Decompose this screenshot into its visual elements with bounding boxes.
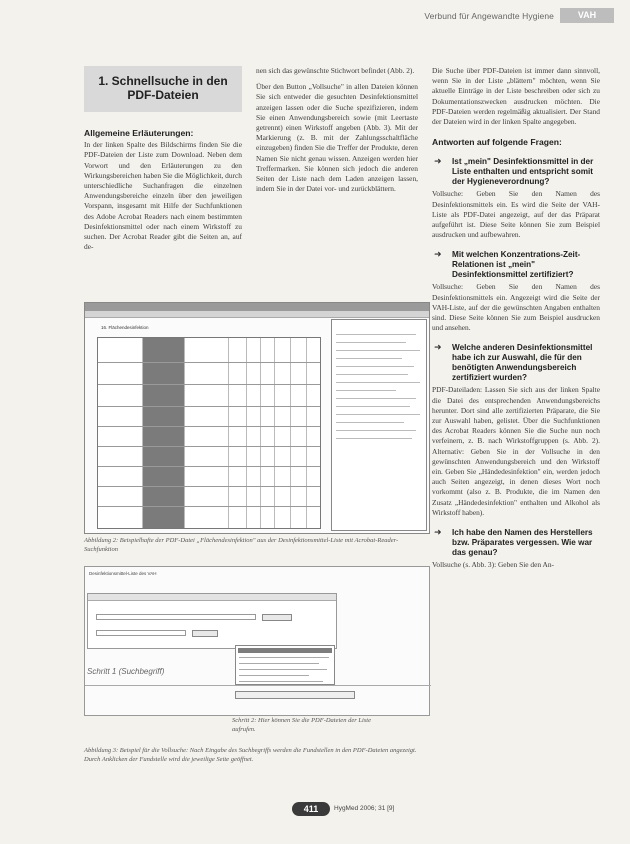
question-item bbox=[432, 528, 600, 558]
page-number: 411 bbox=[292, 802, 330, 816]
figure-3-caption: Abbildung 3: Beispiel für die Vollsuche: Nach Eingabe des Suchbegriffs werden die Fundstellen in den PDF-Dateien angezeigt. Durch Anklicken der Fundstelle wird die jeweilige Seite geöffnet. bbox=[84, 747, 417, 763]
col2-paragraph: Über den Button „Vollsuche" in allen Dateien können Sie sich entweder die gesuchten Desinfektionsmittel anzeigen lassen oder die Suche spezifizieren, indem Sie einen Anwendungsbereich sowie (mit Leertaste getrennt) einen Wirkstoff angeben (Abb. 3). Mit der Markierung (z. B. mit der Zahlungsschaltfläche einzugeben) finden Sie die Treffer der Produkte, deren Namen Sie nicht genau wissen. Anzeigen werden hier Treffermarken. Sie können sich jedoch die anderen Seiten der Liste nach dem Laden anzeigen lassen, indem Sie in der Datei vor- und zurückblättern. bbox=[256, 82, 418, 194]
question-text: Ist „mein" Desinfektionsmittel in der Liste enthalten und entspricht somit der Hygieneverordnung? bbox=[452, 157, 594, 187]
col3-intro: Die Suche über PDF-Dateien ist immer dann sinnvoll, wenn Sie in der Liste „blättern" möchten, wenn Sie aktuelle Einträge in der Liste beschreiben oder sich zu Dokumentationszwecken ausdrucken möchten. Die PDF-Dateien werden regelmäßig aktualisiert. Der Stand der Dateien wird in der linken Spalte angegeben. bbox=[432, 66, 600, 127]
selected-result bbox=[238, 648, 332, 653]
figure-2-caption: Abbildung 2: Beispielhafte der PDF-Datei „Flächendesinfektion" aus der Desinfektionsmittel-Liste mit Acrobat-Reader-Suchfunktion bbox=[84, 537, 399, 553]
answer-text: Vollsuche: Geben Sie den Namen des Desinfektionsmittels ein. Angezeigt wird die Seite der VAH-Liste, auf der die gewünschten Angaben enthalten sind. Diese Seite können Sie zum Beispiel ausdrucken und ansehen. bbox=[432, 282, 600, 333]
question-text: Welche anderen Desinfektionsmittel habe ich zur Auswahl, die für den benötigten Anwendungsbereich zertifiziert wurden? bbox=[452, 343, 593, 383]
arrow-right-icon: ➜ bbox=[434, 343, 442, 354]
question-text: Ich habe den Namen des Herstellers bzw. Präparates vergessen. Wie war das genau? bbox=[452, 528, 593, 558]
figure-step2-caption: Schritt 2: Hier können Sie die PDF-Dateien der Liste aufrufen. bbox=[232, 717, 371, 733]
journal-citation: HygMed 2006; 31 [9] bbox=[334, 805, 395, 812]
column-3 bbox=[432, 66, 600, 570]
figure-table-title: 16. Flächendesinfektion bbox=[101, 325, 149, 330]
search-results-panel bbox=[331, 319, 427, 531]
arrow-right-icon: ➜ bbox=[434, 250, 442, 261]
question-item bbox=[432, 343, 600, 383]
section-title: 1. Schnellsuche in den PDF-Dateien bbox=[84, 66, 242, 112]
filter-input-mock bbox=[96, 630, 186, 636]
answer-text: PDF-Dateiladen: Lassen Sie sich aus der linken Spalte die Datei des entsprechenden Anwendungsbereichs herunter. Dort sind alle zertifizierten Präparate, die Sie zur Auswahl haben, gelistet. Über die Suchfunktionen des Acrobat Readers können Sie die Suche nun noch verfeinern, z. B. nach Wirkstoffgruppen (s. Abb. 2). Alternativ: Geben Sie in der Vollsuche in den gewünschten Anwendungsbereich und den Wirkstoff ein. Geben Sie „Händedesinfektion" ein, werden jedoch auch Seiten angezeigt, in denen dieses Wort noch vorkommt (also z. B. Produkte, die im Namen den Zusatz „Händedesinfektion" enthalten und Alkohol als Wirkstoff haben). bbox=[432, 385, 600, 517]
question-item bbox=[432, 157, 600, 187]
arrow-right-icon: ➜ bbox=[434, 157, 442, 168]
header-society: Verbund für Angewandte Hygiene bbox=[424, 11, 554, 21]
col2-paragraph: nen sich das gewünschte Stichwort befindet (Abb. 2). bbox=[256, 66, 415, 75]
col1-subhead: Allgemeine Erläuterungen: bbox=[84, 128, 194, 138]
bottom-bar-mock bbox=[235, 691, 355, 699]
answer-text: Vollsuche (s. Abb. 3): Geben Sie den An- bbox=[432, 560, 554, 570]
question-item bbox=[432, 250, 600, 280]
arrow-right-icon: ➜ bbox=[434, 528, 442, 539]
step-label: Schritt 1 (Suchbegriff) bbox=[87, 667, 165, 676]
figure-pdf-screenshot bbox=[84, 302, 430, 534]
table-highlight-column bbox=[142, 338, 184, 528]
product-table bbox=[97, 337, 321, 529]
question-text: Mit welchen Konzentrations-Zeit-Relationen ist „mein" Desinfektionsmittel zertifiziert? bbox=[452, 250, 581, 280]
figure-search-screenshot bbox=[84, 566, 430, 716]
window-toolbar bbox=[85, 311, 429, 318]
search-dialog bbox=[87, 593, 337, 649]
column-2 bbox=[256, 66, 418, 200]
results-list bbox=[235, 645, 335, 685]
column-1 bbox=[84, 128, 242, 258]
col1-paragraph: In der linken Spalte des Bildschirms finden Sie die PDF-Dateien der Liste zum Download. Neben dem Vorwort und den Erläuterungen zu den Wirkungsbereichen haben Sie die Möglichkeit, durch unterschiedliche Suchanfragen die einzelnen Anwendungsbereiche einzeln über den jeweiligen Vorspann, insgesamt mit Hilfe der Suchfunktionen des Adobe Acrobat Readers nach einem bestimmten Desinfektionsmittel oder nach einem Wirkstoff zu suchen. Der Acrobat Reader gibt die Seiten an, auf de- bbox=[84, 140, 242, 252]
search-input-mock bbox=[96, 614, 256, 620]
search-button-mock bbox=[262, 614, 292, 621]
answer-text: Vollsuche: Geben Sie den Namen des Desinfektionsmittels ein. Es wird die Seite der VAH-Liste als PDF-Datei angezeigt, auf der das Präparat aufgeführt ist. Diese Seite können Sie zum Beispiel ausdrucken und aufbewahren. bbox=[432, 189, 600, 240]
questions-heading: Antworten auf folgende Fragen: bbox=[432, 137, 562, 148]
go-button-mock bbox=[192, 630, 218, 637]
window-titlebar bbox=[85, 303, 429, 311]
vah-logo: VAH bbox=[560, 8, 614, 23]
figure-search-title: Desinfektionsmittel-Liste des VAH bbox=[89, 571, 157, 576]
